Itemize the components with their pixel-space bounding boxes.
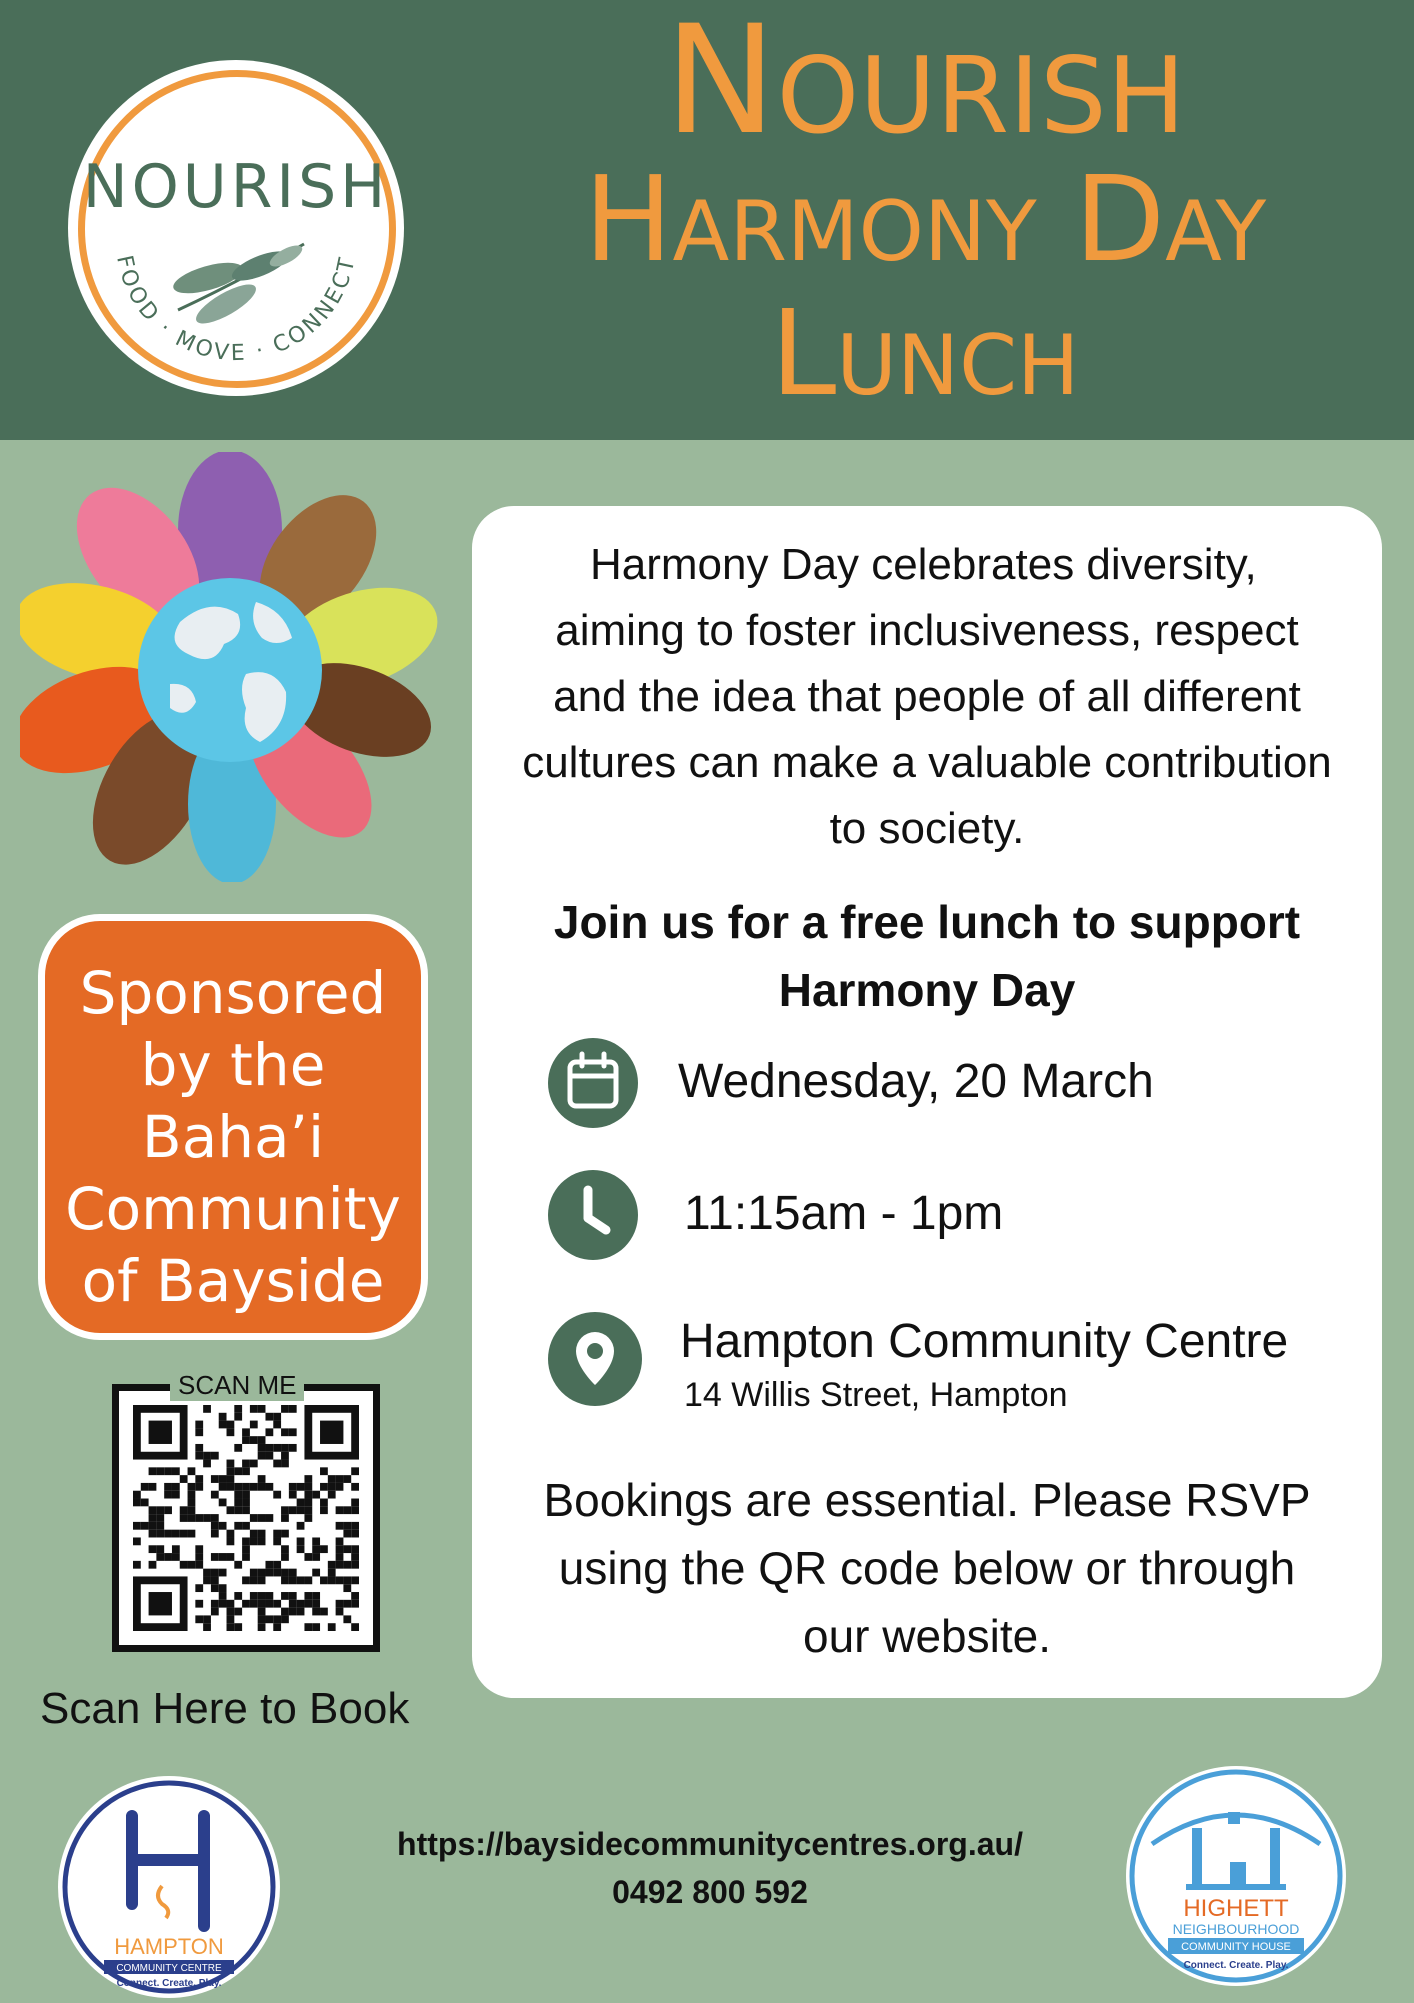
- qr-caption: Scan Here to Book: [40, 1684, 410, 1733]
- svg-text:NEIGHBOURHOOD: NEIGHBOURHOOD: [1172, 1921, 1300, 1937]
- website-url[interactable]: https://baysidecommunitycentres.org.au/: [397, 1826, 1023, 1862]
- olive-branch-icon: [170, 241, 305, 330]
- sponsor-badge: [38, 914, 428, 1340]
- venue-name: Hampton Community Centre: [680, 1315, 1289, 1368]
- hands-around-globe-illustration: [20, 452, 440, 882]
- sponsor-line: of Bayside: [81, 1247, 385, 1315]
- venue-address: 14 Willis Street, Hampton: [684, 1376, 1068, 1414]
- bookings-line: Bookings are essential. Please RSVP: [543, 1474, 1311, 1526]
- svg-text:COMMUNITY HOUSE: COMMUNITY HOUSE: [1181, 1941, 1291, 1953]
- svg-text:HIGHETT: HIGHETT: [1183, 1895, 1289, 1922]
- sponsor-line: by the: [140, 1031, 326, 1099]
- join-line: Join us for a free lunch to support: [553, 896, 1301, 948]
- qr-code-frame[interactable]: [112, 1384, 380, 1652]
- event-date: Wednesday, 20 March: [678, 1055, 1154, 1108]
- svg-text:HAMPTON: HAMPTON: [114, 1934, 224, 1959]
- bookings-line: our website.: [802, 1610, 1051, 1662]
- nourish-logo: [68, 60, 404, 396]
- intro-line: cultures can make a valuable contribution: [522, 738, 1332, 787]
- hampton-community-centre-logo: [58, 1776, 280, 1998]
- info-card: [472, 506, 1382, 1698]
- clock-icon: [548, 1170, 638, 1260]
- intro-line: to society.: [829, 804, 1025, 853]
- sponsor-line: Baha’i: [141, 1103, 325, 1171]
- intro-paragraph: [472, 532, 1382, 862]
- bookings-note: [472, 1466, 1382, 1670]
- svg-text:COMMUNITY CENTRE: COMMUNITY CENTRE: [116, 1963, 222, 1974]
- svg-text:Connect. Create. Play.: Connect. Create. Play.: [116, 1978, 222, 1989]
- highett-neighbourhood-house-logo: [1126, 1766, 1346, 1986]
- title-line-2: Harmony Day: [583, 150, 1267, 288]
- bookings-line: using the QR code below or through: [558, 1542, 1296, 1594]
- sponsor-line: Sponsored: [79, 959, 387, 1027]
- sponsor-line: Community: [65, 1175, 401, 1243]
- join-heading: [502, 888, 1352, 1024]
- intro-line: Harmony Day celebrates diversity,: [590, 540, 1257, 589]
- header-banner: [0, 0, 1414, 440]
- calendar-icon: [548, 1038, 638, 1128]
- intro-line: and the idea that people of all different: [553, 672, 1301, 721]
- phone-number[interactable]: 0492 800 592: [612, 1874, 808, 1910]
- svg-text:FOOD · MOVE · CONNECT: FOOD · MOVE · CONNECT: [111, 253, 361, 367]
- intro-line: aiming to foster inclusiveness, respect: [555, 606, 1299, 655]
- qr-code[interactable]: [133, 1405, 359, 1631]
- map-pin-icon: [548, 1312, 642, 1406]
- logo-leaf-and-tagline: [68, 60, 404, 396]
- title-line-1: Nourish: [664, 0, 1186, 168]
- event-time: 11:15am - 1pm: [684, 1187, 1004, 1240]
- join-line: Harmony Day: [778, 964, 1076, 1016]
- qr-frame-label: SCAN ME: [170, 1370, 304, 1401]
- svg-text:Connect. Create. Play.: Connect. Create. Play.: [1183, 1960, 1289, 1971]
- title-line-3: Lunch: [770, 284, 1080, 422]
- globe-icon: [138, 578, 322, 762]
- logo-wordmark: NOURISH: [82, 152, 390, 222]
